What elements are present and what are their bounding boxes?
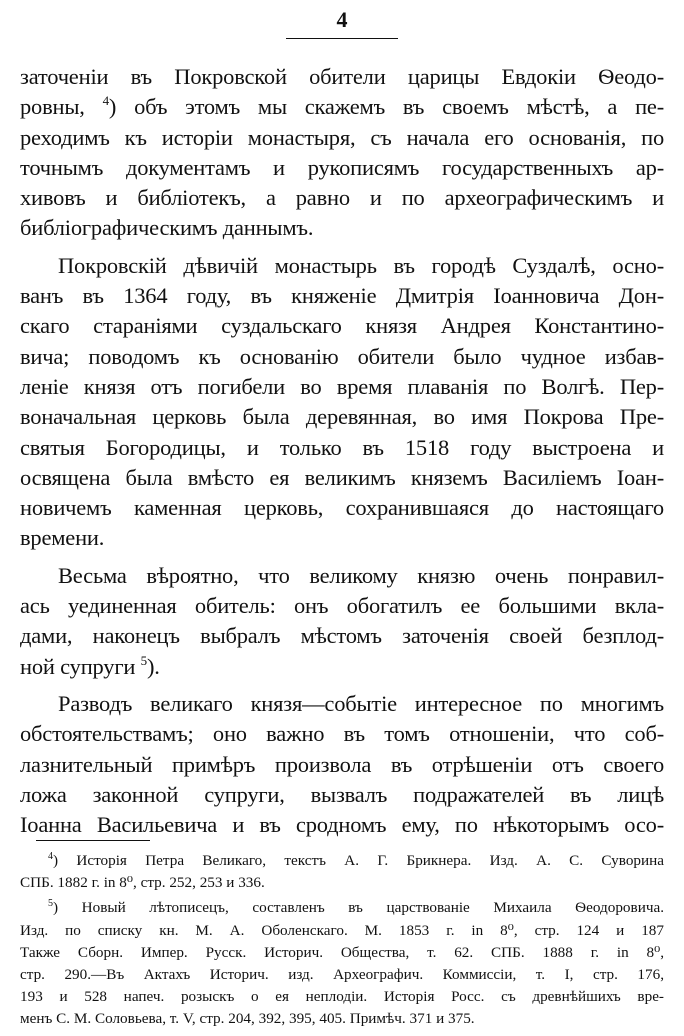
text-line <box>20 523 664 553</box>
line-text: обстоятельствамъ; оно важно въ томъ отношеніи, что соб- <box>20 721 664 747</box>
paragraph-gap <box>20 682 664 689</box>
line-text: заточеніи въ Покровской обители царицы Евдокіи Ѳеодо- <box>20 64 664 89</box>
page-number: 4 <box>336 7 348 32</box>
footnote-text: 193 и 528 напеч. розыскъ о ея неплодіи. Исторія Росс. съ древнѣйшихъ вре- <box>20 988 664 1006</box>
line-text: Весьма вѣроятно, что великому князю очень понравил- <box>58 562 664 588</box>
line-text: лазнительный примѣръ произвола въ отрѣшеніи отъ своего <box>20 751 664 777</box>
text-line <box>20 719 664 749</box>
text-line <box>20 463 664 493</box>
footnote <box>20 850 664 894</box>
footnote-line <box>20 872 664 894</box>
paragraph <box>20 689 664 840</box>
page-header <box>0 6 684 39</box>
footnote-line <box>20 850 664 872</box>
line-text: ванъ въ 1364 году, въ княженіе Дмитрія Іоанновича Дон- <box>20 283 664 309</box>
footnote-rule <box>36 840 150 841</box>
footnote-line <box>20 986 664 1008</box>
text-line <box>20 689 664 719</box>
text-line <box>20 750 664 780</box>
body-text <box>20 62 664 840</box>
text-line <box>20 591 664 621</box>
text-line <box>20 372 664 402</box>
footnote-text: менъ С. М. Соловьева, т. V, стр. 204, 392, 395, 405. Примѣч. 371 и 375. <box>20 1010 475 1028</box>
text-line <box>20 251 664 281</box>
text-line <box>20 311 664 341</box>
line-text: ной супруги <box>20 653 141 679</box>
text-line <box>20 123 664 153</box>
footnote-text: СПБ. 1882 г. in 8⁰, стр. 252, 253 и 336. <box>20 874 265 892</box>
text-line <box>20 342 664 372</box>
line-text: святыя Богородицы, и только въ 1518 году выстроена и <box>20 434 664 460</box>
text-line <box>20 493 664 523</box>
line-text: скаго стараніями суздальскаго князя Андрея Константино- <box>20 313 664 339</box>
text-line <box>20 810 664 840</box>
line-text: ровны, <box>20 94 103 120</box>
text-line <box>20 153 664 183</box>
text-line <box>20 433 664 463</box>
footnote-text: Также Сборн. Импер. Русск. Историч. Общества, т. 62. СПБ. 1888 г. in 8⁰, <box>20 943 664 961</box>
line-text: точнымъ документамъ и рукописямъ государственныхъ ар- <box>20 154 664 180</box>
footnote-text: стр. 290.—Въ Актахъ Историч. изд. Археографич. Коммиссіи, т. I, стр. 176, <box>20 965 664 983</box>
paragraph <box>20 561 664 682</box>
line-text: новичемъ каменная церковь, сохранившаяся до настоящаго <box>20 495 664 521</box>
text-line <box>20 402 664 432</box>
line-text-after: ) объ этомъ мы скажемъ въ своемъ мѣстѣ, а пе- <box>108 94 664 120</box>
line-text: реходимъ къ исторіи монастыря, съ начала его основанія, по <box>20 124 664 150</box>
line-text: вича; поводомъ къ основанію обители было чудное избав- <box>20 343 664 369</box>
text-line <box>20 561 664 591</box>
footnote-line <box>20 942 664 964</box>
line-text: ложа законной супруги, вызвалъ подражателей въ лицѣ <box>20 781 664 807</box>
line-text: освящена была вмѣсто ея великимъ княземъ Василіемъ Іоан- <box>20 464 664 490</box>
text-line <box>20 652 664 682</box>
text-line <box>20 62 664 92</box>
footnote-text: Изд. по списку кн. М. А. Оболенскаго. М. 1853 г. in 8⁰, стр. 124 и 187 <box>20 921 664 939</box>
line-text: Разводъ великаго князя—событіе интересное по многимъ <box>58 690 664 716</box>
footnote-text: ) Исторія Петра Великаго, текстъ А. Г. Брикнера. Изд. А. С. Суворина <box>53 852 664 869</box>
line-text: Іоанна Васильевича и въ сродномъ ему, по нѣкоторымъ осо- <box>20 812 664 838</box>
paragraph <box>20 62 664 244</box>
footnote-reference: 5 <box>140 652 147 668</box>
footnote-line <box>20 964 664 986</box>
footnote <box>20 897 664 1030</box>
footnote-text: ) Новый лѣтописецъ, составленъ въ царствованіе Михаила Ѳеодоровича. <box>53 899 664 917</box>
paragraph-gap <box>20 244 664 251</box>
line-text: воначальная церковь была деревянная, во имя Покрова Пре- <box>20 404 664 430</box>
line-text: времени. <box>20 525 105 551</box>
paragraph-gap <box>20 554 664 561</box>
footnote-reference: 4 <box>102 93 109 109</box>
footnote-line <box>20 897 664 919</box>
text-line <box>20 213 664 243</box>
text-line <box>20 92 664 122</box>
text-line <box>20 621 664 651</box>
line-text: Покровскій дѣвичій монастырь въ городѣ Суздалѣ, осно- <box>58 252 664 278</box>
text-line <box>20 281 664 311</box>
line-text-after: ). <box>146 653 160 679</box>
footnote-line <box>20 1008 664 1030</box>
footnotes <box>20 850 664 1031</box>
footnote-number: 4 <box>48 851 53 862</box>
header-rule <box>286 38 398 39</box>
line-text: хивовъ и библіотекъ, а равно и по археографическимъ и <box>20 185 664 211</box>
footnote-number: 5 <box>48 898 53 910</box>
line-text: дами, наконецъ выбралъ мѣстомъ заточенія своей безплод- <box>20 623 664 649</box>
line-text: леніе князя отъ погибели во время плаванія по Волгѣ. Пер- <box>20 373 664 399</box>
line-text: ась уединенная обитель: онъ обогатилъ ее большими вкла- <box>20 593 664 619</box>
paragraph <box>20 251 664 554</box>
text-line <box>20 780 664 810</box>
text-line <box>20 183 664 213</box>
line-text: библіографическимъ даннымъ. <box>20 215 314 241</box>
footnote-line <box>20 920 664 942</box>
